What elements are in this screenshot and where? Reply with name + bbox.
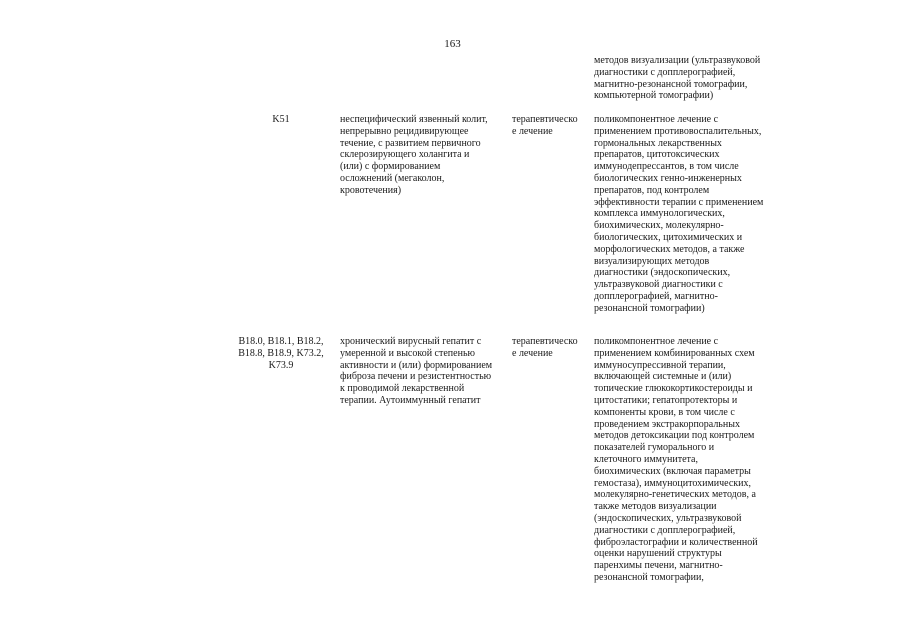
method-line: паренхимы печени, магнитно- bbox=[594, 560, 723, 572]
code-line: K51 bbox=[272, 114, 290, 125]
diagnosis-line: склерозирующего холангита и bbox=[340, 149, 470, 161]
method-line: биологических генно-инженерных bbox=[594, 172, 742, 184]
method-line: также методов визуализации bbox=[594, 501, 717, 513]
row-2-treatment-type-cell bbox=[512, 336, 592, 360]
diagnosis-line: осложнений (мегаколон, bbox=[340, 172, 445, 184]
method-line: препаратов, цитотоксических bbox=[594, 149, 720, 161]
code-line: B18.0, B18.1, B18.2, bbox=[238, 336, 324, 347]
method-line: оценки нарушений структуры bbox=[594, 548, 722, 560]
diagnosis-line: непрерывно рецидивирующее bbox=[340, 125, 469, 137]
method-line: эффективности терапии с применением bbox=[594, 196, 764, 208]
diagnosis-line: активности и (или) формированием bbox=[340, 359, 493, 371]
diagnosis-line: неспецифический язвенный колит, bbox=[340, 114, 488, 125]
row-2-method-cell bbox=[594, 336, 794, 584]
method-line: ультразвуковой диагностики с bbox=[594, 279, 723, 291]
method-line: препаратов, под контролем bbox=[594, 184, 710, 196]
method-line: иммуносупрессивной терапии, bbox=[594, 359, 726, 371]
method-line: компьютерной томографии) bbox=[594, 90, 714, 102]
method-line: резонансной томографии) bbox=[594, 302, 705, 314]
method-line: методов детоксикации под контролем bbox=[594, 430, 755, 442]
method-line: биохимических, молекулярно- bbox=[594, 220, 724, 232]
continued-method-cell bbox=[594, 55, 794, 102]
method-line: компоненты крови, в том числе с bbox=[594, 406, 735, 418]
method-line: показателей гуморального и bbox=[594, 442, 715, 454]
row-1-code-cell bbox=[226, 114, 336, 126]
diagnosis-line: течение, с развитием первичного bbox=[340, 137, 481, 149]
method-line: применением комбинированных схем bbox=[594, 347, 755, 359]
method-line: иммунодепрессантов, в том числе bbox=[594, 161, 739, 173]
method-line: визуализирующих методов bbox=[594, 255, 710, 267]
method-line: биологических, цитохимических и bbox=[594, 231, 743, 243]
method-line: диагностики (эндоскопических, bbox=[594, 267, 731, 279]
method-line: цитостатики; гепатопротекторы и bbox=[594, 394, 738, 406]
method-line: допплерографией, магнитно- bbox=[594, 290, 718, 302]
method-line: включающей системные и (или) bbox=[594, 371, 732, 383]
method-line: магнитно-резонансной томографии, bbox=[594, 78, 748, 90]
method-line: молекулярно-генетических методов, а bbox=[594, 489, 756, 501]
method-line: топические глюкокортикостероиды и bbox=[594, 383, 753, 395]
method-line: поликомпонентное лечение с bbox=[594, 336, 719, 347]
row-1-diagnosis-cell bbox=[340, 114, 508, 197]
method-line: (эндоскопических, ультразвуковой bbox=[594, 512, 742, 524]
row-2-diagnosis-cell bbox=[340, 336, 508, 407]
method-line: поликомпонентное лечение с bbox=[594, 114, 719, 125]
method-line: диагностики с допплерографией, bbox=[594, 66, 736, 78]
method-line: гемостаза), иммуноцитохимических, bbox=[594, 477, 752, 489]
method-line: морфологических методов, а также bbox=[594, 243, 745, 255]
page-number: 163 bbox=[444, 38, 461, 50]
diagnosis-line: (или) с формированием bbox=[340, 161, 441, 173]
treatment-type-line: е лечение bbox=[512, 347, 553, 359]
diagnosis-line: фиброза печени и резистентностью bbox=[340, 371, 492, 383]
row-1-treatment-type-cell bbox=[512, 114, 592, 138]
code-line: B18.8, B18.9, K73.2, bbox=[238, 347, 324, 359]
method-line: проведением экстракорпоральных bbox=[594, 418, 740, 430]
method-line: биохимических (включая параметры bbox=[594, 465, 751, 477]
code-line: K73.9 bbox=[268, 359, 294, 371]
treatment-type-line: терапевтическо bbox=[512, 336, 578, 347]
method-line: комплекса иммунологических, bbox=[594, 208, 725, 220]
method-line: резонансной томографии, bbox=[594, 571, 704, 583]
treatment-type-line: терапевтическо bbox=[512, 114, 578, 125]
row-2-code-cell bbox=[226, 336, 336, 371]
method-line: клеточного иммунитета, bbox=[594, 453, 698, 465]
row-1-method-cell bbox=[594, 114, 794, 315]
method-line: гормональных лекарственных bbox=[594, 137, 722, 149]
method-line: применением противовоспалительных, bbox=[594, 125, 762, 137]
diagnosis-line: умеренной и высокой степенью bbox=[340, 347, 475, 359]
diagnosis-line: терапии. Аутоиммунный гепатит bbox=[340, 394, 481, 406]
method-line: фиброэластографии и количественной bbox=[594, 536, 758, 548]
method-line: методов визуализации (ультразвуковой bbox=[594, 55, 761, 66]
diagnosis-line: к проводимой лекарственной bbox=[340, 383, 465, 395]
method-line: диагностики с допплерографией, bbox=[594, 524, 736, 536]
diagnosis-line: кровотечения) bbox=[340, 184, 402, 196]
diagnosis-line: хронический вирусный гепатит с bbox=[340, 336, 482, 347]
treatment-type-line: е лечение bbox=[512, 125, 553, 137]
